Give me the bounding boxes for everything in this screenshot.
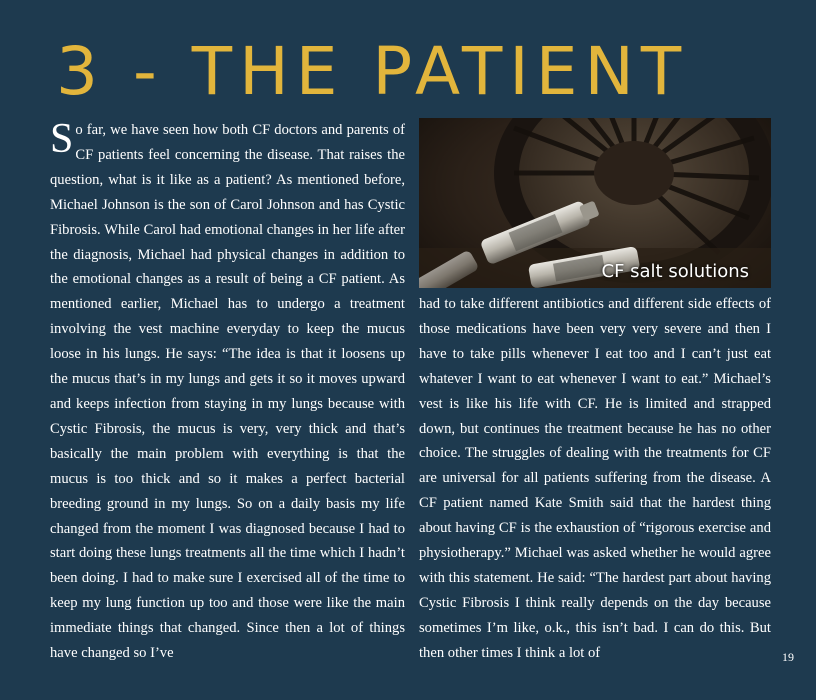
salt-solution-photo (419, 118, 771, 288)
right-column-text: had to take different antibiotics and different side effects of those medications have been very very severe and then I have to take pills whenever I eat too and I can’t just eat whatever I want to eat whenever I want to eat.” Michael’s vest is like his life with CF. He is limited and strapped down, but continues the treatment because he has no other choice. The struggles of dealing with the treatments for CF are universal for all patients suffering from the disease. A CF patient named Kate Smith said that the hardest thing about having CF is the exhaustion of “rigorous exercise and physiotherapy.” Michael was asked whether he would agree with this statement. He said: “The hardest part about having Cystic Fibrosis I think really depends on the day because sometimes I’m like, o.k., this isn’t bad. I can do this. But then other times I think a lot of (419, 296, 771, 661)
page-title: 3 - THE PATIENT (56, 33, 689, 110)
drop-cap: S (50, 118, 74, 162)
left-column-body: o far, we have seen how both CF doctors and parents of CF patients feel concerning the disease. That raises the question, what is it like as a patient? As mentioned before, Michael Johnson is the son of Carol Johnson and has Cystic Fibrosis. While Carol had emotional changes in her life after the diagnosis, Michael had physical changes in addition to the emotional changes as a result of being a CF patient. As mentioned earlier, Michael has to undergo a treatment involving the vest machine everyday to keep the mucus loose in his lungs. He says: “The idea is that it loosens up the mucus that’s in my lungs and gets it so it moves upward and keeps infection from staying in my lungs because with Cystic Fibrosis, the mucus is very, very thick and that’s basically the main problem with everything is that the mucus is too thick and so it makes a perfect bacterial breeding ground in my lungs. So on a daily basis my life changed from the moment I was diagnosed because I had to start doing these lungs treatments all the time which I hadn’t been doing. I had to make sure I exercised all of the time to keep my lung function up too and those were like the main immediate things that changed. Since then a lot of things have changed so I’ve (50, 122, 405, 662)
page-number: 19 (782, 650, 794, 664)
left-column-text (50, 118, 405, 666)
photo-caption: CF salt solutions (601, 261, 749, 282)
